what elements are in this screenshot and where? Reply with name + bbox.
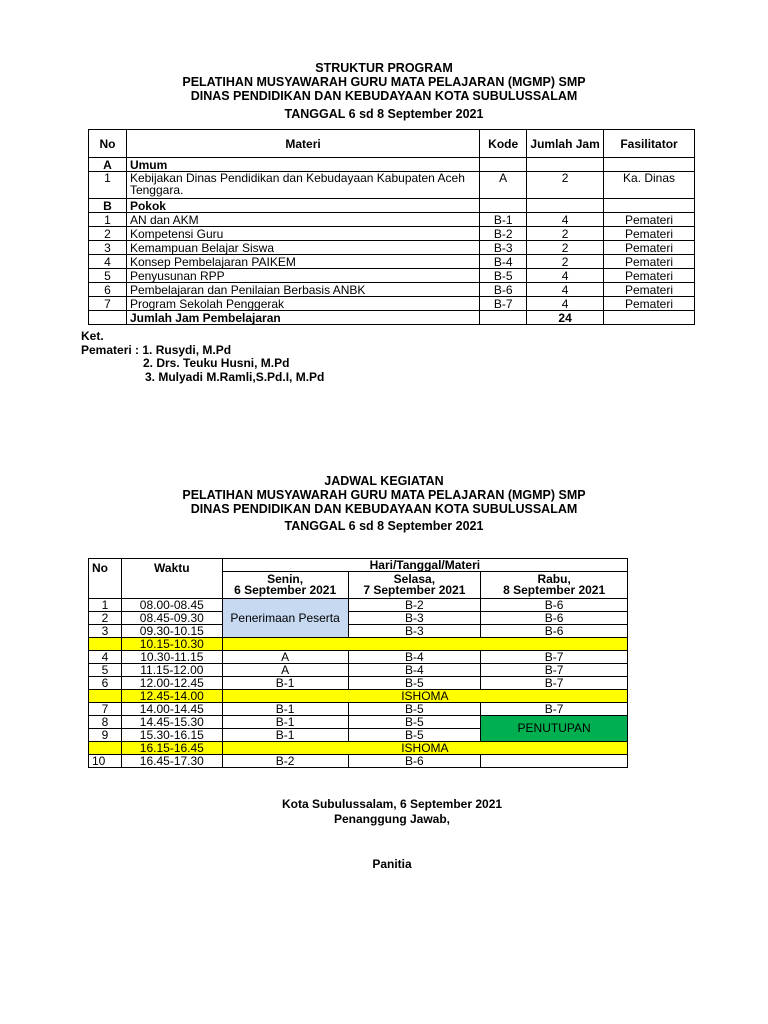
program-subtitle-1: PELATIHAN MUSYAWARAH GURU MATA PELAJARAN (MGMP) SMP [182, 75, 586, 89]
table-row [89, 255, 695, 269]
header-waktu: Waktu [121, 559, 222, 599]
table-row: 1 08.00-08.45 Penerimaan Peserta B-2 B-6 [89, 599, 628, 612]
table-row [89, 213, 695, 227]
ket-line-2: 2. Drs. Teuku Husni, M.Pd [143, 356, 290, 370]
row-jam: 4 [527, 213, 604, 227]
table-row [89, 297, 695, 311]
ket-label: Ket. [81, 329, 104, 343]
header-no: No [89, 130, 127, 158]
row-jam: 2 [527, 172, 604, 199]
header-fasilitator: Fasilitator [604, 130, 695, 158]
row-fasilitator: Pemateri [604, 213, 695, 227]
table-row: 4 10.30-11.15 A B-4 B-7 [89, 651, 628, 664]
row-jam: 2 [527, 241, 604, 255]
signature-name: Panitia [372, 857, 412, 871]
row-no: 3 [89, 241, 127, 255]
row-fasilitator: Pemateri [604, 297, 695, 311]
row-no: 1 [89, 213, 127, 227]
row-kode: B-5 [480, 269, 527, 283]
row-kode: B-7 [480, 297, 527, 311]
program-title: STRUKTUR PROGRAM [315, 61, 453, 75]
penutupan-cell: PENUTUPAN [481, 716, 628, 742]
row-jam: 2 [527, 227, 604, 241]
row-no: 2 [89, 227, 127, 241]
schedule-subtitle-1: PELATIHAN MUSYAWARAH GURU MATA PELAJARAN (MGMP) SMP [182, 488, 586, 502]
signature-role: Penanggung Jawab, [333, 812, 450, 826]
schedule-date: TANGGAL 6 sd 8 September 2021 [284, 519, 484, 533]
table-row [89, 227, 695, 241]
header-day-3: Rabu, 8 September 2021 [481, 572, 628, 599]
table-row [89, 172, 695, 199]
ket-block [81, 330, 324, 384]
program-table [88, 129, 695, 325]
header-day-2: Selasa, 7 September 2021 [348, 572, 481, 599]
row-materi: Penyusunan RPP [126, 269, 479, 283]
table-row [89, 269, 695, 283]
row-materi: Kebijakan Dinas Pendidikan dan Kebudayaan Kabupaten Aceh Tenggara. [126, 172, 479, 199]
total-value: 24 [527, 311, 604, 325]
header-group: Hari/Tanggal/Materi [222, 559, 627, 572]
row-no: 6 [89, 283, 127, 297]
table-row [89, 283, 695, 297]
program-date: TANGGAL 6 sd 8 September 2021 [284, 107, 484, 121]
row-kode: A [480, 172, 527, 199]
section-label: Umum [126, 158, 479, 172]
schedule-table [88, 558, 628, 768]
total-label: Jumlah Jam Pembelajaran [126, 311, 479, 325]
table-row: 2 08.45-09.30 B-3 B-6 [89, 612, 628, 625]
row-jam: 4 [527, 269, 604, 283]
row-kode: B-4 [480, 255, 527, 269]
table-row [89, 241, 695, 255]
table-row: 3 09.30-10.15 B-3 B-6 [89, 625, 628, 638]
ket-line-1: Pemateri : 1. Rusydi, M.Pd [81, 342, 232, 357]
row-materi: Kemampuan Belajar Siswa [126, 241, 479, 255]
row-no: 4 [89, 255, 127, 269]
row-materi: Konsep Pembelajaran PAIKEM [126, 255, 479, 269]
row-materi: Program Sekolah Penggerak [126, 297, 479, 311]
header-no: No [89, 559, 122, 599]
section-row [89, 158, 695, 172]
program-header [0, 61, 768, 121]
row-fasilitator: Pemateri [604, 255, 695, 269]
program-subtitle-2: DINAS PENDIDIKAN DAN KEBUDAYAAN KOTA SUBULUSSALAM [190, 89, 578, 103]
total-row [89, 311, 695, 325]
schedule-header [0, 474, 768, 533]
section-label: Pokok [126, 199, 479, 213]
row-materi: Pembelajaran dan Penilaian Berbasis ANBK [126, 283, 479, 297]
row-kode: B-1 [480, 213, 527, 227]
section-row [89, 199, 695, 213]
break-label: ISHOMA [222, 742, 627, 755]
row-materi: Kompetensi Guru [126, 227, 479, 241]
section-no: A [89, 158, 127, 172]
row-kode: B-2 [480, 227, 527, 241]
row-jam: 4 [527, 283, 604, 297]
row-jam: 2 [527, 255, 604, 269]
program-header-row [89, 130, 695, 158]
break-row: 16.15-16.45 ISHOMA [89, 742, 628, 755]
row-kode: B-6 [480, 283, 527, 297]
row-no: 5 [89, 269, 127, 283]
penerimaan-cell: Penerimaan Peserta [222, 599, 348, 638]
row-jam: 4 [527, 297, 604, 311]
break-label: ISHOMA [222, 690, 627, 703]
table-row: 10 16.45-17.30 B-2 B-6 [89, 755, 628, 768]
signature-place-date: Kota Subulussalam, 6 September 2021 [281, 797, 503, 811]
row-fasilitator: Pemateri [604, 283, 695, 297]
ket-line-3: 3. Mulyadi M.Ramli,S.Pd.I, M.Pd [145, 369, 325, 384]
header-materi: Materi [126, 130, 479, 158]
row-fasilitator: Pemateri [604, 269, 695, 283]
row-materi: AN dan AKM [126, 213, 479, 227]
section-no: B [89, 199, 127, 213]
row-fasilitator: Ka. Dinas [604, 172, 695, 199]
header-day-1: Senin, 6 September 2021 [222, 572, 348, 599]
row-kode: B-3 [480, 241, 527, 255]
table-row: 9 15.30-16.15 B-1 B-5 [89, 729, 628, 742]
header-kode: Kode [480, 130, 527, 158]
row-no: 7 [89, 297, 127, 311]
schedule-subtitle-2: DINAS PENDIDIKAN DAN KEBUDAYAAN KOTA SUBULUSSALAM [190, 502, 578, 516]
row-no: 1 [89, 172, 127, 199]
table-row: 8 14.45-15.30 B-1 B-5 PENUTUPAN [89, 716, 628, 729]
table-row: 5 11.15-12.00 A B-4 B-7 [89, 664, 628, 677]
row-fasilitator: Pemateri [604, 227, 695, 241]
table-row: 6 12.00-12.45 B-1 B-5 B-7 [89, 677, 628, 690]
header-jam: Jumlah Jam [527, 130, 604, 158]
break-row: 10.15-10.30 [89, 638, 628, 651]
schedule-header-row [89, 559, 628, 572]
table-row: 7 14.00-14.45 B-1 B-5 B-7 [89, 703, 628, 716]
break-row: 12.45-14.00 ISHOMA [89, 690, 628, 703]
schedule-title: JADWAL KEGIATAN [324, 474, 444, 488]
row-fasilitator: Pemateri [604, 241, 695, 255]
